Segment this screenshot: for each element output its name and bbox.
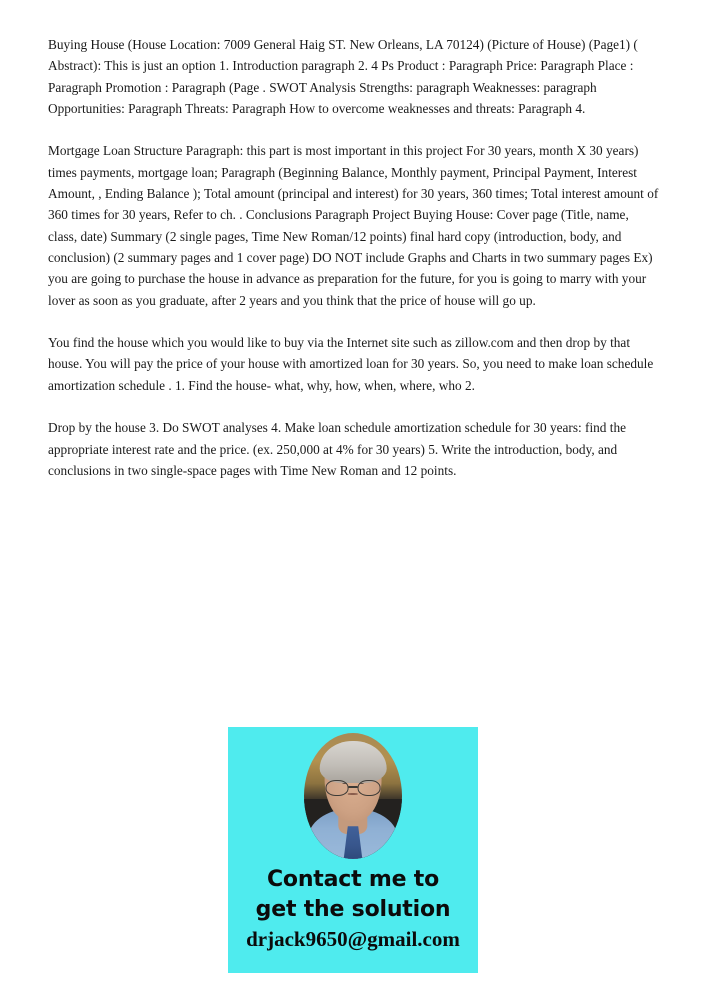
document-paragraph: Mortgage Loan Structure Paragraph: this part is most important in this project For 30 years, month X 30 years) times payments, mortgage loan; Paragraph (Beginning Balance, Monthly payment, Principal Payment, Interest Amount, , Ending Balance ); Total amount (principal and interest) for 30 years, 360 times; Total interest amount of 360 times for 30 years, Refer to ch. . Conclusions Paragraph Project Buying House: Cover page (Title, name, class, date) Summary (2 single pages, Time New Roman/12 points) final hard copy (introduction, body, and conclusion) (2 summary pages and 1 cover page) DO NOT include Graphs and Charts in two summary pages Ex) you are going to purchase the house in advance as preparation for the future, for you is going to marry with your lover as soon as you graduate, after 2 years and you think that the price of house will go up.	[48, 143, 662, 308]
portrait-hair	[320, 741, 387, 784]
contact-headline-line-1: Contact me to	[266, 867, 440, 892]
document-paragraph: Drop by the house 3. Do SWOT analyses 4. Make loan schedule amortization schedule for 30 years: find the appropriate interest rate and the price. (ex. 250,000 at 4% for 30 years) 5. Write the introduction, body, and conclusions in two single-space pages with Time New Roman and 12 points.	[48, 420, 630, 478]
portrait-photo	[304, 733, 402, 859]
contact-headline	[228, 865, 478, 925]
document-body	[48, 34, 660, 481]
glasses-lens-left	[326, 780, 349, 796]
contact-email[interactable]: drjack9650@gmail.com	[246, 927, 460, 951]
contact-headline-line-2: get the solution	[255, 897, 451, 922]
eyeglasses-icon	[326, 780, 381, 796]
glasses-lens-right	[357, 780, 380, 796]
contact-banner	[228, 727, 478, 973]
document-paragraph: Buying House (House Location: 7009 General Haig ST. New Orleans, LA 70124) (Picture of House) (Page1) ( Abstract): This is just an option 1. Introduction paragraph 2. 4 Ps Product : Paragraph Price: Paragraph Place : Paragraph Promotion : Paragraph (Page . SWOT Analysis Strengths: paragraph Weaknesses: paragraph Opportunities: Paragraph Threats: Paragraph How to overcome weaknesses and threats: Paragraph 4.	[48, 37, 641, 116]
document-paragraph: You find the house which you would like to buy via the Internet site such as zillow.com and then drop by that house. You will pay the price of your house with amortized loan for 30 years. So, you need to make loan schedule amortization schedule . 1. Find the house- what, why, how, when, where, who 2.	[48, 335, 657, 393]
glasses-bridge	[349, 786, 358, 788]
avatar	[304, 733, 402, 859]
